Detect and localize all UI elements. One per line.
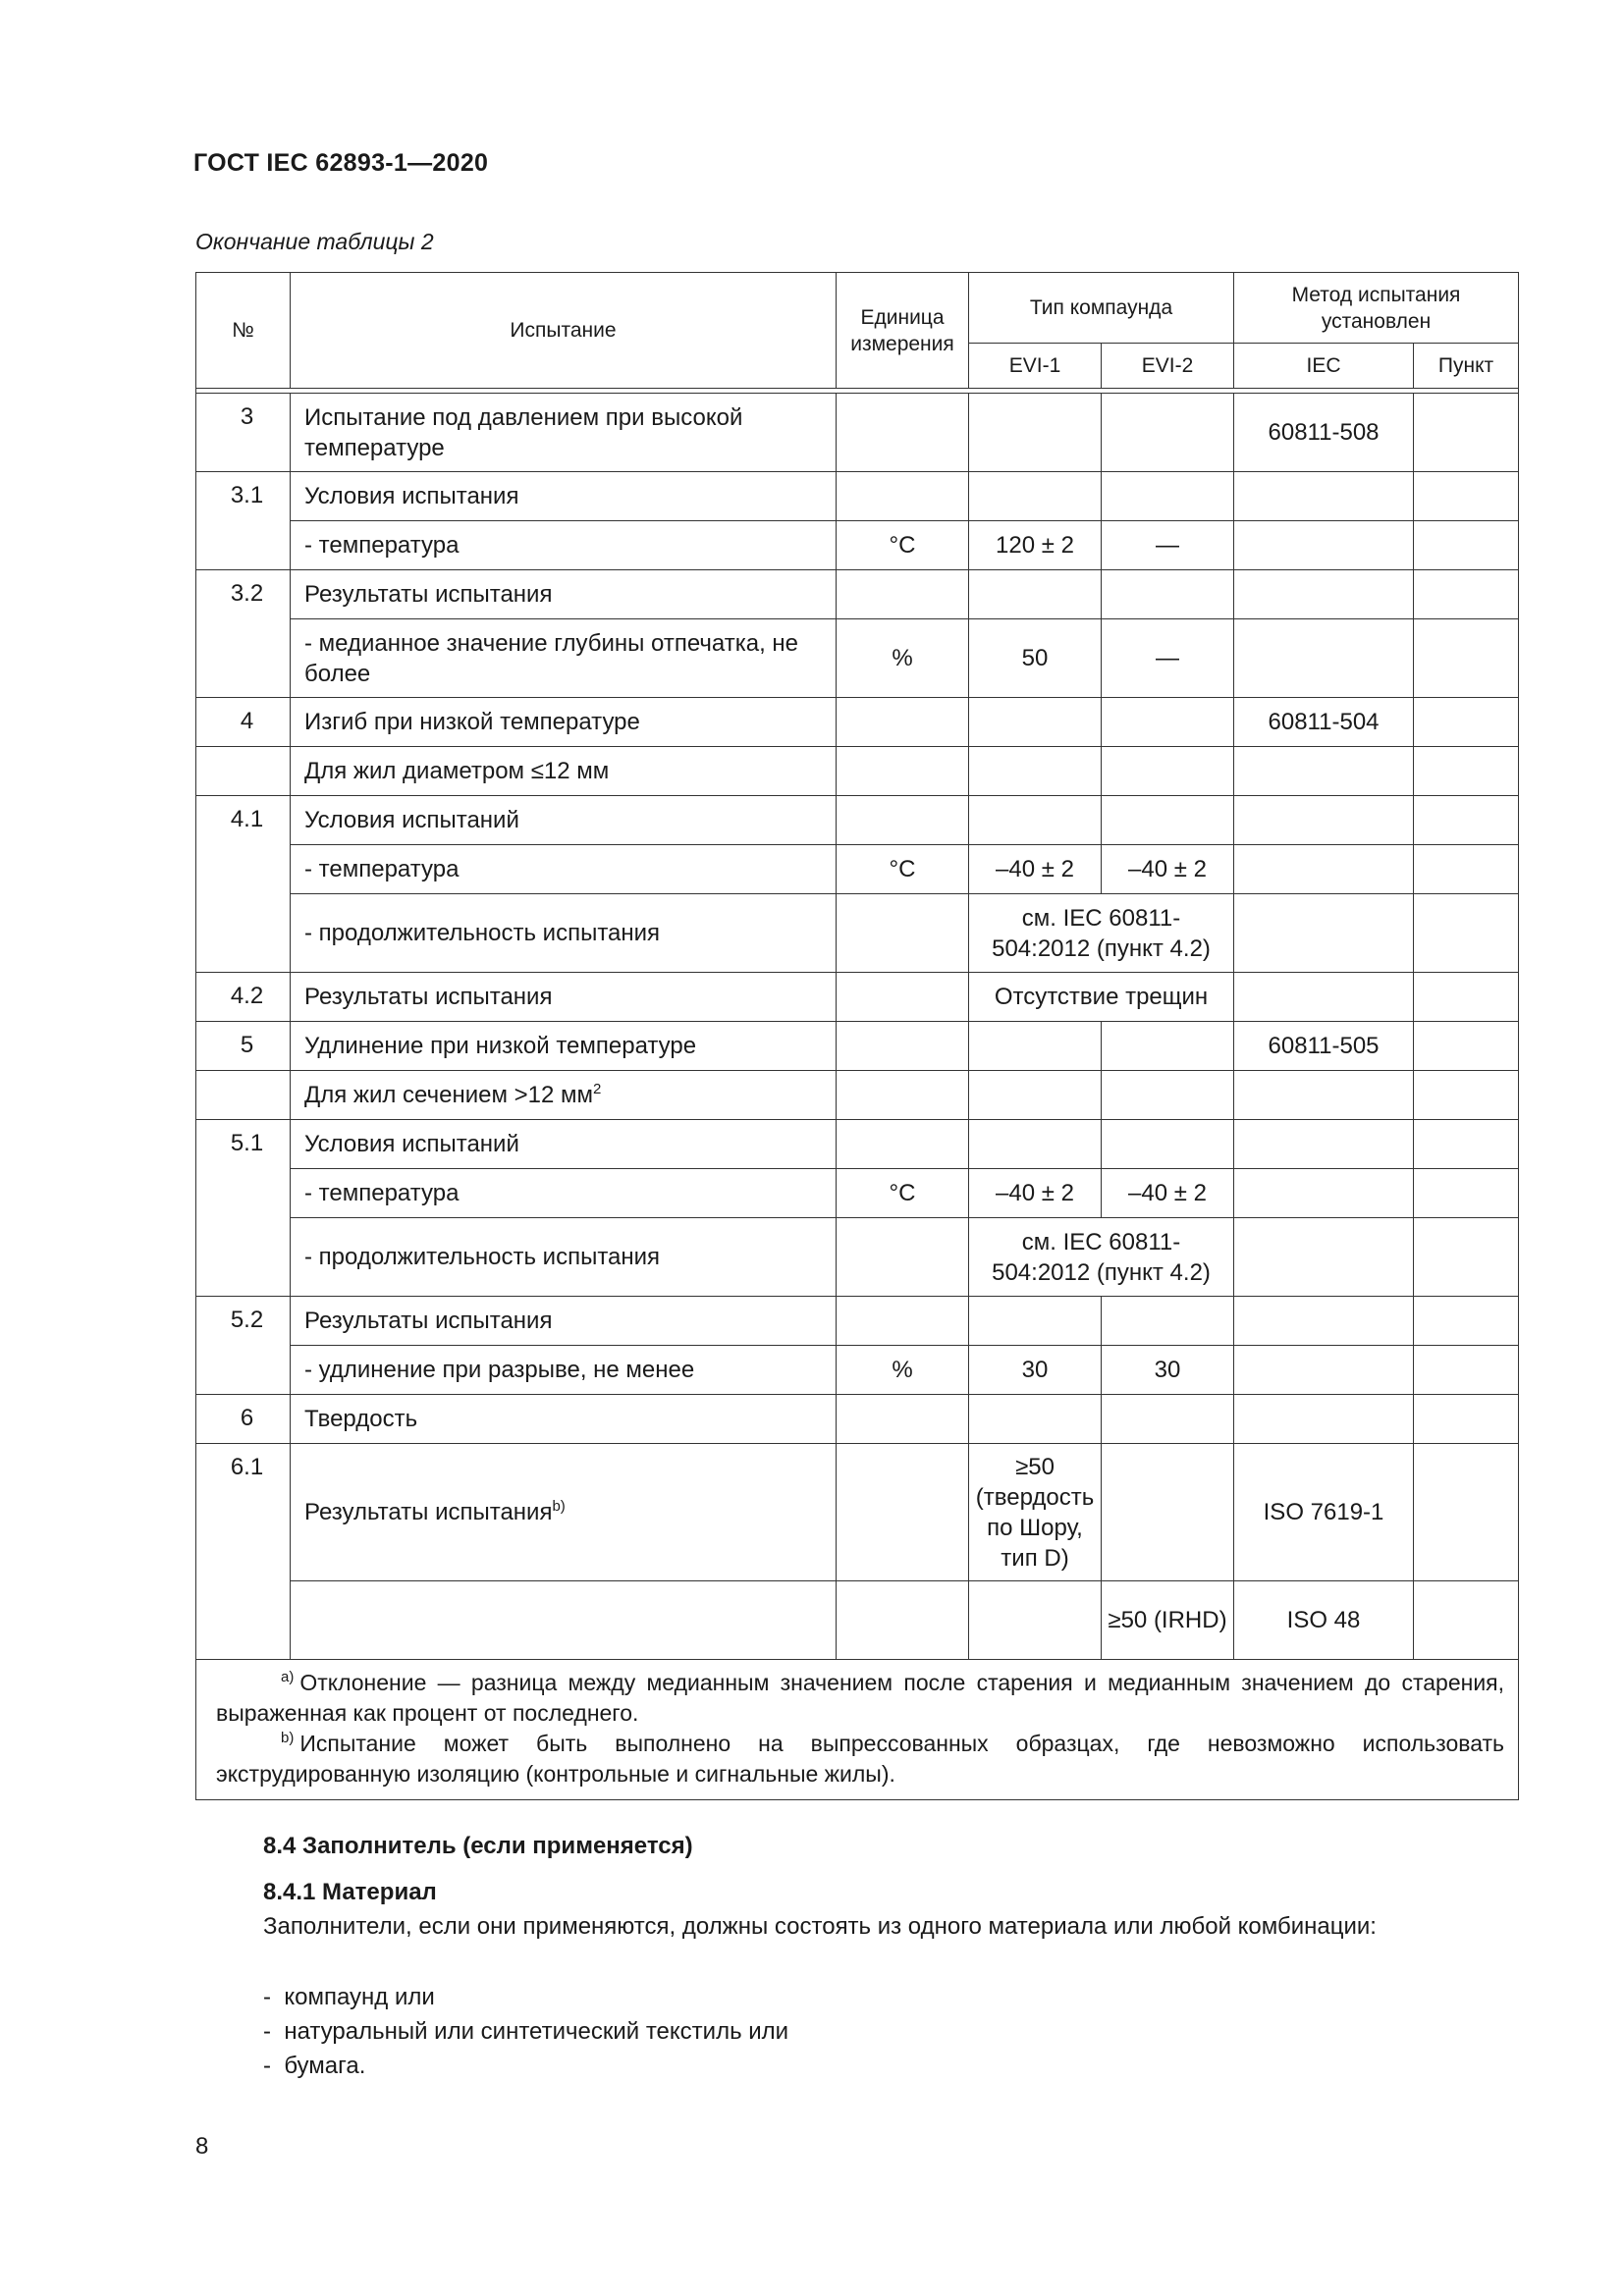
row-clause bbox=[1414, 1218, 1519, 1297]
row-unit bbox=[837, 472, 969, 521]
row-test: - температура bbox=[291, 845, 837, 894]
row-clause bbox=[1414, 1071, 1519, 1120]
row-test: Условия испытаний bbox=[291, 796, 837, 845]
row-evi2 bbox=[1102, 1120, 1234, 1169]
header-num: № bbox=[196, 273, 291, 389]
row-test: Удлинение при низкой температуре bbox=[291, 1022, 837, 1071]
row-merged-value: см. IEC 60811-504:2012 (пункт 4.2) bbox=[969, 1218, 1234, 1297]
header-clause: Пункт bbox=[1414, 344, 1519, 389]
row-unit: °C bbox=[837, 521, 969, 570]
row-test: - удлинение при разрыве, не менее bbox=[291, 1346, 837, 1395]
row-num: 5 bbox=[196, 1022, 291, 1071]
row-unit bbox=[837, 1071, 969, 1120]
row-iec: 60811-504 bbox=[1234, 698, 1414, 747]
row-unit: °C bbox=[837, 1169, 969, 1218]
header-test: Испытание bbox=[291, 273, 837, 389]
row-evi1 bbox=[969, 1297, 1102, 1346]
table-row bbox=[196, 973, 1519, 1022]
row-unit bbox=[837, 894, 969, 973]
row-iec bbox=[1234, 845, 1414, 894]
footnote-text: Отклонение — разница между медианным значением после старения и медианным значением до старения, выраженная как процент от последнего. bbox=[216, 1670, 1505, 1726]
page-number: 8 bbox=[195, 2133, 209, 2160]
row-iec bbox=[1234, 570, 1414, 619]
row-test: - продолжительность испытания bbox=[291, 1218, 837, 1297]
row-iec: ISO 48 bbox=[1234, 1581, 1414, 1660]
row-unit bbox=[837, 1218, 969, 1297]
footnote-ref: b) bbox=[552, 1498, 566, 1515]
row-evi2: — bbox=[1102, 521, 1234, 570]
row-test-cell bbox=[291, 1444, 837, 1581]
row-num: 3.1 bbox=[196, 472, 291, 570]
row-evi1 bbox=[969, 394, 1102, 472]
list-item: - компаунд или bbox=[263, 1980, 788, 2014]
row-iec bbox=[1234, 1297, 1414, 1346]
row-num: 6 bbox=[196, 1395, 291, 1444]
row-clause bbox=[1414, 1297, 1519, 1346]
row-iec bbox=[1234, 1395, 1414, 1444]
row-test: - медианное значение глубины отпечатка, не более bbox=[291, 619, 837, 698]
table-caption: Окончание таблицы 2 bbox=[195, 229, 434, 254]
row-test: Для жил диаметром ≤12 мм bbox=[291, 747, 837, 796]
row-merged-value: см. IEC 60811-504:2012 (пункт 4.2) bbox=[969, 894, 1234, 973]
row-unit bbox=[837, 1022, 969, 1071]
row-evi2 bbox=[1102, 472, 1234, 521]
table-row bbox=[196, 1022, 1519, 1071]
row-iec bbox=[1234, 619, 1414, 698]
row-test: Результаты испытания bbox=[291, 570, 837, 619]
footnote bbox=[216, 1668, 1504, 1729]
row-test: Изгиб при низкой температуре bbox=[291, 698, 837, 747]
list-item: - бумага. bbox=[263, 2049, 788, 2083]
row-evi2: ≥50 (IRHD) bbox=[1102, 1581, 1234, 1660]
row-num: 3 bbox=[196, 394, 291, 472]
row-iec bbox=[1234, 796, 1414, 845]
row-clause bbox=[1414, 472, 1519, 521]
row-num: 5.1 bbox=[196, 1120, 291, 1297]
row-test: Испытание под давлением при высокой температуре bbox=[291, 394, 837, 472]
row-unit bbox=[837, 1444, 969, 1581]
row-test: - продолжительность испытания bbox=[291, 894, 837, 973]
row-unit bbox=[837, 1297, 969, 1346]
section-8-4-1-title: 8.4.1 Материал bbox=[263, 1879, 437, 1905]
superscript: 2 bbox=[593, 1081, 602, 1097]
footnote-text: Испытание может быть выполнено на выпрессованных образцах, где невозможно использовать экструдированную изоляцию (контрольные и сигнальные жилы). bbox=[216, 1731, 1505, 1787]
footnote-mark: a) bbox=[281, 1669, 295, 1686]
table-row bbox=[196, 1444, 1519, 1581]
row-unit bbox=[837, 698, 969, 747]
table-row bbox=[196, 747, 1519, 796]
row-clause bbox=[1414, 619, 1519, 698]
header-evi2: EVI-2 bbox=[1102, 344, 1234, 389]
header-compound-type: Тип компаунда bbox=[969, 273, 1234, 344]
row-evi2 bbox=[1102, 698, 1234, 747]
row-num: 5.2 bbox=[196, 1297, 291, 1395]
footnote-mark: b) bbox=[281, 1730, 295, 1747]
row-iec: 60811-508 bbox=[1234, 394, 1414, 472]
row-iec: 60811-505 bbox=[1234, 1022, 1414, 1071]
row-num: 4.1 bbox=[196, 796, 291, 973]
row-evi1 bbox=[969, 796, 1102, 845]
table-row bbox=[196, 1581, 1519, 1660]
header-iec: IEC bbox=[1234, 344, 1414, 389]
row-num bbox=[196, 1071, 291, 1120]
row-unit bbox=[837, 796, 969, 845]
row-iec: ISO 7619-1 bbox=[1234, 1444, 1414, 1581]
row-evi2 bbox=[1102, 796, 1234, 845]
row-evi1: ≥50 (твердость по Шору, тип D) bbox=[969, 1444, 1102, 1581]
row-evi2 bbox=[1102, 1297, 1234, 1346]
table-row bbox=[196, 619, 1519, 698]
row-evi1: 50 bbox=[969, 619, 1102, 698]
row-evi2 bbox=[1102, 747, 1234, 796]
table-row bbox=[196, 1120, 1519, 1169]
row-evi2: 30 bbox=[1102, 1346, 1234, 1395]
row-unit: °C bbox=[837, 845, 969, 894]
row-num: 4.2 bbox=[196, 973, 291, 1022]
row-unit bbox=[837, 747, 969, 796]
row-unit bbox=[837, 1581, 969, 1660]
footnote bbox=[216, 1729, 1504, 1789]
row-clause bbox=[1414, 394, 1519, 472]
row-evi1: 120 ± 2 bbox=[969, 521, 1102, 570]
table-row bbox=[196, 1218, 1519, 1297]
header-method: Метод испытания установлен bbox=[1234, 273, 1519, 344]
row-evi1 bbox=[969, 698, 1102, 747]
row-test: - температура bbox=[291, 521, 837, 570]
row-evi1 bbox=[969, 1395, 1102, 1444]
row-evi2 bbox=[1102, 394, 1234, 472]
row-evi1 bbox=[969, 1581, 1102, 1660]
table-row bbox=[196, 796, 1519, 845]
header-unit: Единица измерения bbox=[837, 273, 969, 389]
row-clause bbox=[1414, 1346, 1519, 1395]
row-test: Условия испытания bbox=[291, 472, 837, 521]
row-test-cell bbox=[291, 1071, 837, 1120]
row-clause bbox=[1414, 1444, 1519, 1581]
row-test: Результаты испытания bbox=[291, 1297, 837, 1346]
row-unit bbox=[837, 973, 969, 1022]
row-num: 6.1 bbox=[196, 1444, 291, 1660]
row-iec bbox=[1234, 1346, 1414, 1395]
table-header bbox=[196, 273, 1519, 389]
row-num bbox=[196, 747, 291, 796]
row-iec bbox=[1234, 521, 1414, 570]
row-clause bbox=[1414, 973, 1519, 1022]
row-clause bbox=[1414, 1120, 1519, 1169]
row-clause bbox=[1414, 747, 1519, 796]
row-iec bbox=[1234, 894, 1414, 973]
table-row bbox=[196, 1346, 1519, 1395]
row-clause bbox=[1414, 1022, 1519, 1071]
table-footnotes bbox=[196, 1660, 1519, 1800]
row-test: Результаты испытания bbox=[291, 973, 837, 1022]
row-evi1: –40 ± 2 bbox=[969, 1169, 1102, 1218]
row-evi2 bbox=[1102, 1444, 1234, 1581]
row-clause bbox=[1414, 698, 1519, 747]
row-iec bbox=[1234, 747, 1414, 796]
row-unit bbox=[837, 1120, 969, 1169]
row-test: Условия испытаний bbox=[291, 1120, 837, 1169]
row-evi1 bbox=[969, 1022, 1102, 1071]
row-merged-value: Отсутствие трещин bbox=[969, 973, 1234, 1022]
table-row bbox=[196, 570, 1519, 619]
table-row bbox=[196, 472, 1519, 521]
row-test: Для жил сечением >12 мм bbox=[304, 1082, 594, 1108]
row-num: 3.2 bbox=[196, 570, 291, 698]
row-test: - температура bbox=[291, 1169, 837, 1218]
table-row bbox=[196, 521, 1519, 570]
row-clause bbox=[1414, 570, 1519, 619]
row-evi2 bbox=[1102, 1022, 1234, 1071]
section-8-4-1-paragraph bbox=[195, 1909, 1518, 1944]
row-clause bbox=[1414, 845, 1519, 894]
section-8-4-title: 8.4 Заполнитель (если применяется) bbox=[263, 1833, 693, 1859]
row-evi1 bbox=[969, 472, 1102, 521]
table-row bbox=[196, 1395, 1519, 1444]
table-body bbox=[196, 389, 1519, 1800]
row-evi2: — bbox=[1102, 619, 1234, 698]
row-iec bbox=[1234, 1120, 1414, 1169]
row-evi1 bbox=[969, 1120, 1102, 1169]
document-code: ГОСТ IEC 62893-1—2020 bbox=[193, 149, 489, 177]
table-row bbox=[196, 1297, 1519, 1346]
row-evi2 bbox=[1102, 1071, 1234, 1120]
table-row bbox=[196, 1169, 1519, 1218]
row-clause bbox=[1414, 1395, 1519, 1444]
row-unit bbox=[837, 394, 969, 472]
row-evi1: –40 ± 2 bbox=[969, 845, 1102, 894]
row-num: 4 bbox=[196, 698, 291, 747]
materials-list bbox=[263, 1980, 788, 2083]
paragraph-text: Заполнители, если они применяются, должны состоять из одного материала или любой комбинации: bbox=[263, 1913, 1377, 1940]
list-item: - натуральный или синтетический текстиль или bbox=[263, 2014, 788, 2049]
row-clause bbox=[1414, 1169, 1519, 1218]
row-test bbox=[291, 1581, 837, 1660]
row-evi1 bbox=[969, 1071, 1102, 1120]
row-evi1: 30 bbox=[969, 1346, 1102, 1395]
row-evi2: –40 ± 2 bbox=[1102, 845, 1234, 894]
row-evi2 bbox=[1102, 570, 1234, 619]
row-iec bbox=[1234, 1218, 1414, 1297]
row-evi1 bbox=[969, 747, 1102, 796]
row-iec bbox=[1234, 973, 1414, 1022]
row-clause bbox=[1414, 1581, 1519, 1660]
header-evi1: EVI-1 bbox=[969, 344, 1102, 389]
row-test: Результаты испытания bbox=[304, 1499, 553, 1525]
row-iec bbox=[1234, 472, 1414, 521]
table-row bbox=[196, 698, 1519, 747]
table-row bbox=[196, 1071, 1519, 1120]
row-evi2: –40 ± 2 bbox=[1102, 1169, 1234, 1218]
row-clause bbox=[1414, 521, 1519, 570]
table-row bbox=[196, 845, 1519, 894]
row-evi2 bbox=[1102, 1395, 1234, 1444]
row-unit: % bbox=[837, 619, 969, 698]
table-row bbox=[196, 894, 1519, 973]
test-table bbox=[195, 272, 1519, 1800]
row-evi1 bbox=[969, 570, 1102, 619]
row-unit bbox=[837, 1395, 969, 1444]
row-iec bbox=[1234, 1169, 1414, 1218]
row-unit: % bbox=[837, 1346, 969, 1395]
row-clause bbox=[1414, 796, 1519, 845]
table-row bbox=[196, 394, 1519, 472]
row-test: Твердость bbox=[291, 1395, 837, 1444]
row-unit bbox=[837, 570, 969, 619]
row-iec bbox=[1234, 1071, 1414, 1120]
table-footnotes-row bbox=[196, 1660, 1519, 1800]
row-clause bbox=[1414, 894, 1519, 973]
